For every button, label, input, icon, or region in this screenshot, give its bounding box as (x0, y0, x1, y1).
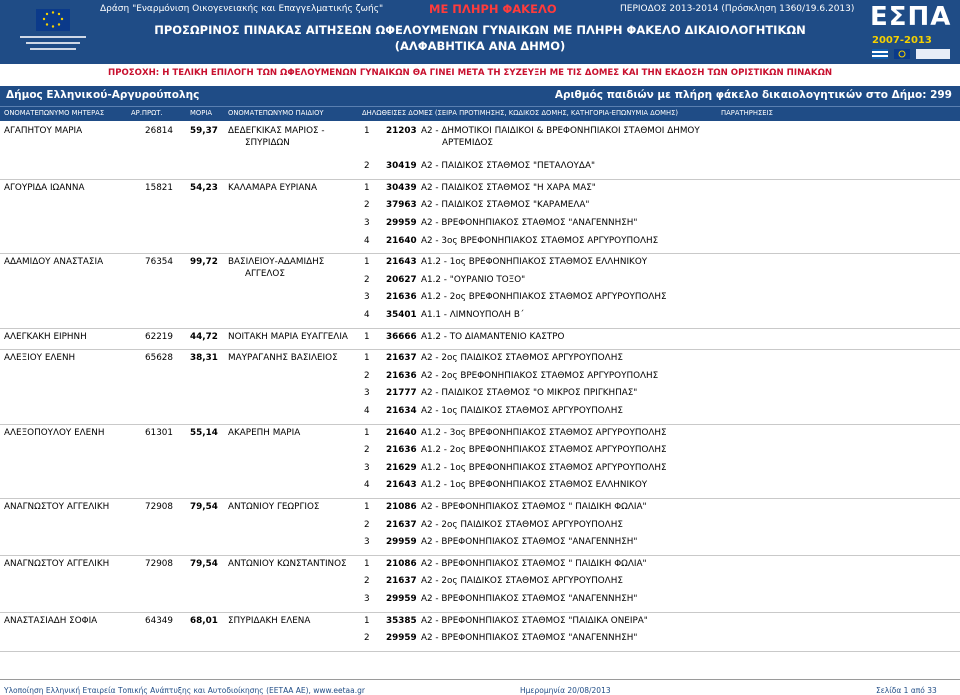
preference-item (0, 257, 960, 275)
structure-description: Α1.2 - ΤΟ ΔΙΑΜΑΝΤΕΝΙΟ ΚΑΣΤΡΟ (421, 331, 565, 342)
structure-description: Α1.2 - 1ος ΒΡΕΦΟΝΗΠΙΑΚΟΣ ΣΤΑΘΜΟΣ ΕΛΛΗΝΙΚΟΥ (421, 257, 648, 268)
preference-item (0, 520, 960, 538)
municipality-name: Δήμος Ελληνικού-Αργυρούπολης (6, 89, 200, 101)
preference-order: 4 (364, 405, 370, 416)
row-divider (0, 424, 960, 425)
structure-description: Α2 - 3ος ΒΡΕΦΟΝΗΠΙΑΚΟΣ ΣΤΑΘΜΟΣ ΑΡΓΥΡΟΥΠΟΛΗΣ (421, 235, 659, 246)
child-name: ΑΓΓΕΛΟΣ (245, 269, 285, 280)
score-value: 68,01 (190, 615, 218, 626)
preference-item (0, 183, 960, 201)
table-row (0, 183, 960, 257)
score-value: 79,54 (190, 502, 218, 512)
row-divider (0, 253, 960, 254)
file-status-label: ΜΕ ΠΛΗΡΗ ΦΑΚΕΛΟ (429, 2, 557, 16)
structure-description: Α1.2 - 2ος ΒΡΕΦΟΝΗΠΙΑΚΟΣ ΣΤΑΘΜΟΣ ΑΡΓΥΡΟΥΠΟΛΗΣ (421, 445, 667, 456)
score-value: 79,54 (190, 558, 218, 569)
structure-description: Α2 - ΠΑΙΔΙΚΟΣ ΣΤΑΘΜΟΣ "Ο ΜΙΚΡΟΣ ΠΡΙΓΚΗΠΑΣ" (421, 388, 638, 399)
structure-code: 30439 (386, 182, 417, 193)
col-mother: ΟΝΟΜΑΤΕΠΩΝΥΜΟ ΜΗΤΕΡΑΣ (4, 109, 105, 117)
score-value: 54,23 (190, 182, 218, 193)
flags-icon (872, 49, 952, 59)
structure-code: 21636 (386, 445, 417, 456)
col-notes: ΠΑΡΑΤΗΡΗΣΕΙΣ (721, 109, 773, 117)
preference-order: 4 (364, 235, 370, 246)
structure-description: Α1.2 - 1ος ΒΡΕΦΟΝΗΠΙΑΚΟΣ ΣΤΑΘΜΟΣ ΕΛΛΗΝΙΚΟΥ (421, 480, 648, 491)
row-divider (0, 179, 960, 180)
preference-order: 2 (364, 161, 370, 172)
protocol-number: 64349 (145, 615, 173, 626)
footer-page: Σελίδα 1 από 33 (876, 686, 937, 695)
mother-name: ΑΓΟΥΡΙΔΑ ΙΩΑΝΝΑ (4, 182, 85, 193)
mother-name: ΑΝΑΓΝΩΣΤΟΥ ΑΓΓΕΛΙΚΗ (4, 502, 110, 512)
structure-description: Α2 - ΠΑΙΔΙΚΟΣ ΣΤΑΘΜΟΣ "Η ΧΑΡΑ ΜΑΣ" (421, 182, 596, 193)
preference-order: 1 (364, 353, 370, 364)
protocol-number: 26814 (145, 126, 173, 136)
preference-order: 2 (364, 576, 370, 587)
preference-item (0, 275, 960, 293)
espa-logo-text: ΕΣΠΑ (870, 2, 952, 32)
preference-order: 3 (364, 388, 370, 399)
preference-item (0, 332, 960, 350)
preference-item (0, 537, 960, 555)
preference-item (0, 406, 960, 424)
row-divider (0, 612, 960, 613)
preference-order: 4 (364, 480, 370, 491)
score-value: 38,31 (190, 353, 218, 364)
table-row (0, 502, 960, 559)
structure-code: 21203 (386, 126, 417, 136)
preference-order: 3 (364, 292, 370, 303)
preference-item (0, 292, 960, 310)
score-value: 44,72 (190, 331, 218, 342)
warning-text: ΠΡΟΣΟΧΗ: Η ΤΕΛΙΚΗ ΕΠΙΛΟΓΗ ΤΩΝ ΩΦΕΛΟΥΜΕΝΩΝ ΓΥΝΑΙΚΩΝ ΘΑ ΓΙΝΕΙ ΜΕΤΑ ΤΗ ΣΥΖΕΥΞΗ ΜΕ ΤΙΣ ΔΟΜΕΣ ΚΑΙ ΤΗΝ ΕΚΔΟΣΗ ΤΩΝ ΟΡΙΣΤΙΚΩΝ ΠΙΝΑΚΩΝ (108, 68, 833, 78)
preference-order: 1 (364, 427, 370, 438)
structure-code: 20627 (386, 274, 417, 285)
child-name: ΣΠΥΡΙΔΩΝ (245, 138, 290, 148)
structure-description: Α2 - 1ος ΠΑΙΔΙΚΟΣ ΣΤΑΘΜΟΣ ΑΡΓΥΡΟΥΠΟΛΗΣ (421, 405, 623, 416)
preference-order: 1 (364, 615, 370, 626)
table-row (0, 559, 960, 616)
row-divider (0, 651, 960, 652)
col-child: ΟΝΟΜΑΤΕΠΩΝΥΜΟ ΠΑΙΔΙΟΥ (228, 109, 324, 117)
mother-name: ΑΔΑΜΙΔΟΥ ΑΝΑΣΤΑΣΙΑ (4, 257, 104, 268)
mother-name: ΑΓΑΠΗΤΟΥ ΜΑΡΙΑ (4, 126, 83, 136)
footer-agency: Υλοποίηση Ελληνική Εταιρεία Τοπικής Ανάπτυξης και Αυτοδιοίκησης (ΕΕΤΑΑ ΑΕ), www.eetaa.gr (4, 686, 365, 695)
structure-description: Α1.2 - 2ος ΒΡΕΦΟΝΗΠΙΑΚΟΣ ΣΤΑΘΜΟΣ ΑΡΓΥΡΟΥΠΟΛΗΣ (421, 292, 667, 303)
preference-order: 1 (364, 331, 370, 342)
child-name: ΒΑΣΙΛΕΙΟΥ-ΑΔΑΜΙΔΗΣ (228, 257, 325, 268)
structure-description: Α1.2 - "ΟΥΡΑΝΙΟ ΤΟΞΟ" (421, 274, 526, 285)
preference-item (0, 463, 960, 481)
structure-code: 21636 (386, 370, 417, 381)
structure-description: Α2 - ΒΡΕΦΟΝΗΠΙΑΚΟΣ ΣΤΑΘΜΟΣ " ΠΑΙΔΙΚΗ ΦΩΛΙΑ" (421, 558, 647, 569)
child-name: ΝΟΙΤΑΚΗ ΜΑΡΙΑ ΕΥΑΓΓΕΛΙΑ (228, 331, 348, 342)
preference-item (0, 576, 960, 594)
structure-code: 21634 (386, 405, 417, 416)
child-name: ΑΝΤΩΝΙΟΥ ΓΕΩΡΓΙΟΣ (228, 502, 320, 512)
preference-item (0, 633, 960, 651)
preference-item (0, 161, 960, 179)
preference-order: 3 (364, 217, 370, 228)
protocol-number: 62219 (145, 331, 173, 342)
preference-order: 1 (364, 502, 370, 512)
structure-code: 21643 (386, 480, 417, 491)
mother-name: ΑΛΕΞΙΟΥ ΕΛΕΝΗ (4, 353, 76, 364)
document-title-line2: (ΑΛΦΑΒΗΤΙΚΑ ΑΝΑ ΔΗΜΟ) (394, 39, 566, 53)
preference-item (0, 616, 960, 634)
col-protocol: ΑΡ.ΠΡΩΤ. (131, 109, 163, 117)
protocol-number: 76354 (145, 257, 173, 268)
preference-item (0, 371, 960, 389)
mother-name: ΑΝΑΣΤΑΣΙΑΔΗ ΣΟΦΙΑ (4, 615, 98, 626)
structure-code: 29959 (386, 633, 417, 644)
structure-description: Α2 - 2ος ΠΑΙΔΙΚΟΣ ΣΤΑΘΜΟΣ ΑΡΓΥΡΟΥΠΟΛΗΣ (421, 353, 623, 364)
mother-name: ΑΛΕΞΟΠΟΥΛΟΥ ΕΛΕΝΗ (4, 427, 105, 438)
structure-code: 21640 (386, 235, 417, 246)
table-row (0, 257, 960, 331)
mother-name: ΑΝΑΓΝΩΣΤΟΥ ΑΓΓΕΛΙΚΗ (4, 558, 110, 569)
preference-item (0, 445, 960, 463)
structure-code: 21777 (386, 388, 417, 399)
preference-order: 2 (364, 519, 370, 530)
score-value: 55,14 (190, 427, 218, 438)
protocol-number: 72908 (145, 502, 173, 512)
footer-divider (0, 679, 960, 680)
row-divider (0, 555, 960, 556)
document-title (0, 22, 960, 54)
preference-order: 1 (364, 257, 370, 268)
structure-description: Α2 - 2ος ΒΡΕΦΟΝΗΠΙΑΚΟΣ ΣΤΑΘΜΟΣ ΑΡΓΥΡΟΥΠΟΛΗΣ (421, 370, 659, 381)
protocol-number: 61301 (145, 427, 173, 438)
row-divider (0, 349, 960, 350)
structure-code: 29959 (386, 593, 417, 604)
preference-item (0, 200, 960, 218)
score-value: 59,37 (190, 126, 218, 136)
preference-order: 3 (364, 537, 370, 548)
table-row (0, 126, 960, 183)
protocol-number: 72908 (145, 558, 173, 569)
structure-description: Α2 - 2ος ΠΑΙΔΙΚΟΣ ΣΤΑΘΜΟΣ ΑΡΓΥΡΟΥΠΟΛΗΣ (421, 519, 623, 530)
structure-description: Α2 - ΒΡΕΦΟΝΗΠΙΑΚΟΣ ΣΤΑΘΜΟΣ "ΑΝΑΓΕΝΝΗΣΗ" (421, 217, 638, 228)
preference-item (0, 218, 960, 236)
structure-description: Α2 - ΒΡΕΦΟΝΗΠΙΑΚΟΣ ΣΤΑΘΜΟΣ "ΑΝΑΓΕΝΝΗΣΗ" (421, 537, 638, 548)
preference-item (0, 236, 960, 254)
child-name: ΔΕΔΕΓΚΙΚΑΣ ΜΑΡΙΟΣ - (228, 126, 325, 136)
preference-item (0, 559, 960, 577)
table-header (0, 106, 960, 121)
preference-order: 2 (364, 445, 370, 456)
structure-code: 29959 (386, 537, 417, 548)
preference-order: 3 (364, 462, 370, 473)
col-score: ΜΟΡΙΑ (190, 109, 212, 117)
preference-item (0, 480, 960, 498)
score-value: 99,72 (190, 257, 218, 268)
structure-description: Α1.2 - 3ος ΒΡΕΦΟΝΗΠΙΑΚΟΣ ΣΤΑΘΜΟΣ ΑΡΓΥΡΟΥΠΟΛΗΣ (421, 427, 667, 438)
child-name: ΣΠΥΡΙΔΑΚΗ ΕΛΕΝΑ (228, 615, 311, 626)
preference-order: 1 (364, 182, 370, 193)
structure-code: 21637 (386, 353, 417, 364)
structure-description: Α2 - ΔΗΜΟΤΙΚΟΙ ΠΑΙΔΙΚΟΙ & ΒΡΕΦΟΝΗΠΙΑΚΟΙ ΣΤΑΘΜΟΙ ΔΗΜΟΥ (421, 126, 700, 136)
structure-description: Α2 - ΒΡΕΦΟΝΗΠΙΑΚΟΣ ΣΤΑΘΜΟΣ "ΑΝΑΓΕΝΝΗΣΗ" (421, 593, 638, 604)
structure-description: Α1.1 - ΛΙΜΝΟΥΠΟΛΗ Β΄ (421, 309, 525, 320)
structure-description: Α2 - 2ος ΠΑΙΔΙΚΟΣ ΣΤΑΘΜΟΣ ΑΡΓΥΡΟΥΠΟΛΗΣ (421, 576, 623, 587)
preference-item (0, 353, 960, 371)
structure-code: 21629 (386, 462, 417, 473)
structure-code: 21086 (386, 558, 417, 569)
action-title: Δράση "Εναρμόνιση Οικογενειακής και Επαγγελματικής ζωής" (100, 4, 384, 14)
footer-date: Ημερομηνία 20/08/2013 (520, 686, 611, 695)
preference-item (0, 502, 960, 520)
structure-code: 36666 (386, 331, 417, 342)
structure-code: 21086 (386, 502, 417, 512)
preference-order: 2 (364, 370, 370, 381)
document-title-line1: ΠΡΟΣΩΡΙΝΟΣ ΠΙΝΑΚΑΣ ΑΙΤΗΣΕΩΝ ΩΦΕΛΟΥΜΕΝΩΝ ΓΥΝΑΙΚΩΝ ΜΕ ΠΛΗΡΗ ΦΑΚΕΛΟ ΔΙΚΑΙΟΛΟΓΗΤΙΚΩΝ (154, 23, 806, 37)
child-name: ΑΝΤΩΝΙΟΥ ΚΩΝΣΤΑΝΤΙΝΟΣ (228, 558, 347, 569)
structure-code: 21637 (386, 519, 417, 530)
child-name: ΜΑΥΡΑΓΑΝΗΣ ΒΑΣΙΛΕΙΟΣ (228, 353, 338, 364)
structure-code: 35401 (386, 309, 417, 320)
structure-description: Α2 - ΒΡΕΦΟΝΗΠΙΑΚΟΣ ΣΤΑΘΜΟΣ "ΠΑΙΔΙΚΑ ΟΝΕΙΡΑ" (421, 615, 648, 626)
espa-logo-years: 2007-2013 (872, 35, 932, 46)
structure-code: 37963 (386, 200, 417, 211)
structure-code: 35385 (386, 615, 417, 626)
table-row (0, 616, 960, 655)
table-row (0, 353, 960, 427)
preference-order: 2 (364, 633, 370, 644)
structure-code: 21636 (386, 292, 417, 303)
mother-name: ΑΛΕΓΚΑΚΗ ΕΙΡΗΝΗ (4, 331, 87, 342)
structure-code: 29959 (386, 217, 417, 228)
children-count-label: Αριθμός παιδιών με πλήρη φάκελο δικαιολογητικών στο Δήμο: 299 (554, 89, 952, 101)
structure-description: Α2 - ΠΑΙΔΙΚΟΣ ΣΤΑΘΜΟΣ "ΠΕΤΑΛΟΥΔΑ" (421, 161, 596, 172)
structure-code: 30419 (386, 161, 417, 172)
espa-logo (866, 2, 956, 62)
preference-order: 1 (364, 558, 370, 569)
preference-item (0, 126, 960, 148)
col-structures: ΔΗΛΩΘΕΙΣΕΣ ΔΟΜΕΣ (ΣΕΙΡΑ ΠΡΟΤΙΜΗΣΗΣ, ΚΩΔΙΚΟΣ ΔΟΜΗΣ, ΚΑΤΗΓΟΡΙΑ-ΕΠΩΝΥΜΙΑ ΔΟΜΗΣ) (362, 109, 679, 117)
structure-description: Α2 - ΒΡΕΦΟΝΗΠΙΑΚΟΣ ΣΤΑΘΜΟΣ "ΑΝΑΓΕΝΝΗΣΗ" (421, 633, 638, 644)
structure-code: 21637 (386, 576, 417, 587)
structure-description: Α2 - ΠΑΙΔΙΚΟΣ ΣΤΑΘΜΟΣ "ΚΑΡΑΜΕΛΑ" (421, 200, 590, 211)
preference-order: 2 (364, 274, 370, 285)
structure-code: 21643 (386, 257, 417, 268)
row-divider (0, 328, 960, 329)
preference-item (0, 428, 960, 446)
protocol-number: 15821 (145, 182, 173, 193)
preference-order: 3 (364, 593, 370, 604)
table-row (0, 428, 960, 502)
preference-order: 4 (364, 309, 370, 320)
preference-order: 2 (364, 200, 370, 211)
child-name: ΑΚΑΡΕΠΗ ΜΑΡΙΑ (228, 427, 301, 438)
structure-description: ΑΡΤΕΜΙΔΟΣ (442, 137, 493, 148)
warning-bar (0, 64, 960, 85)
preference-order: 1 (364, 126, 370, 136)
structure-description: Α1.2 - 1ος ΒΡΕΦΟΝΗΠΙΑΚΟΣ ΣΤΑΘΜΟΣ ΑΡΓΥΡΟΥΠΟΛΗΣ (421, 462, 667, 473)
child-name: ΚΑΛΑΜΑΡΑ ΕΥΡΙΑΝΑ (228, 182, 317, 193)
municipality-bar (0, 86, 960, 106)
preference-item (0, 310, 960, 328)
period-label: ΠΕΡΙΟΔΟΣ 2013-2014 (Πρόσκληση 1360/19.6.2013) (620, 4, 855, 14)
row-divider (0, 498, 960, 499)
structure-description: Α2 - ΒΡΕΦΟΝΗΠΙΑΚΟΣ ΣΤΑΘΜΟΣ " ΠΑΙΔΙΚΗ ΦΩΛΙΑ" (421, 502, 647, 512)
protocol-number: 65628 (145, 353, 173, 364)
preference-item (0, 594, 960, 612)
structure-code: 21640 (386, 427, 417, 438)
preference-item (0, 388, 960, 406)
